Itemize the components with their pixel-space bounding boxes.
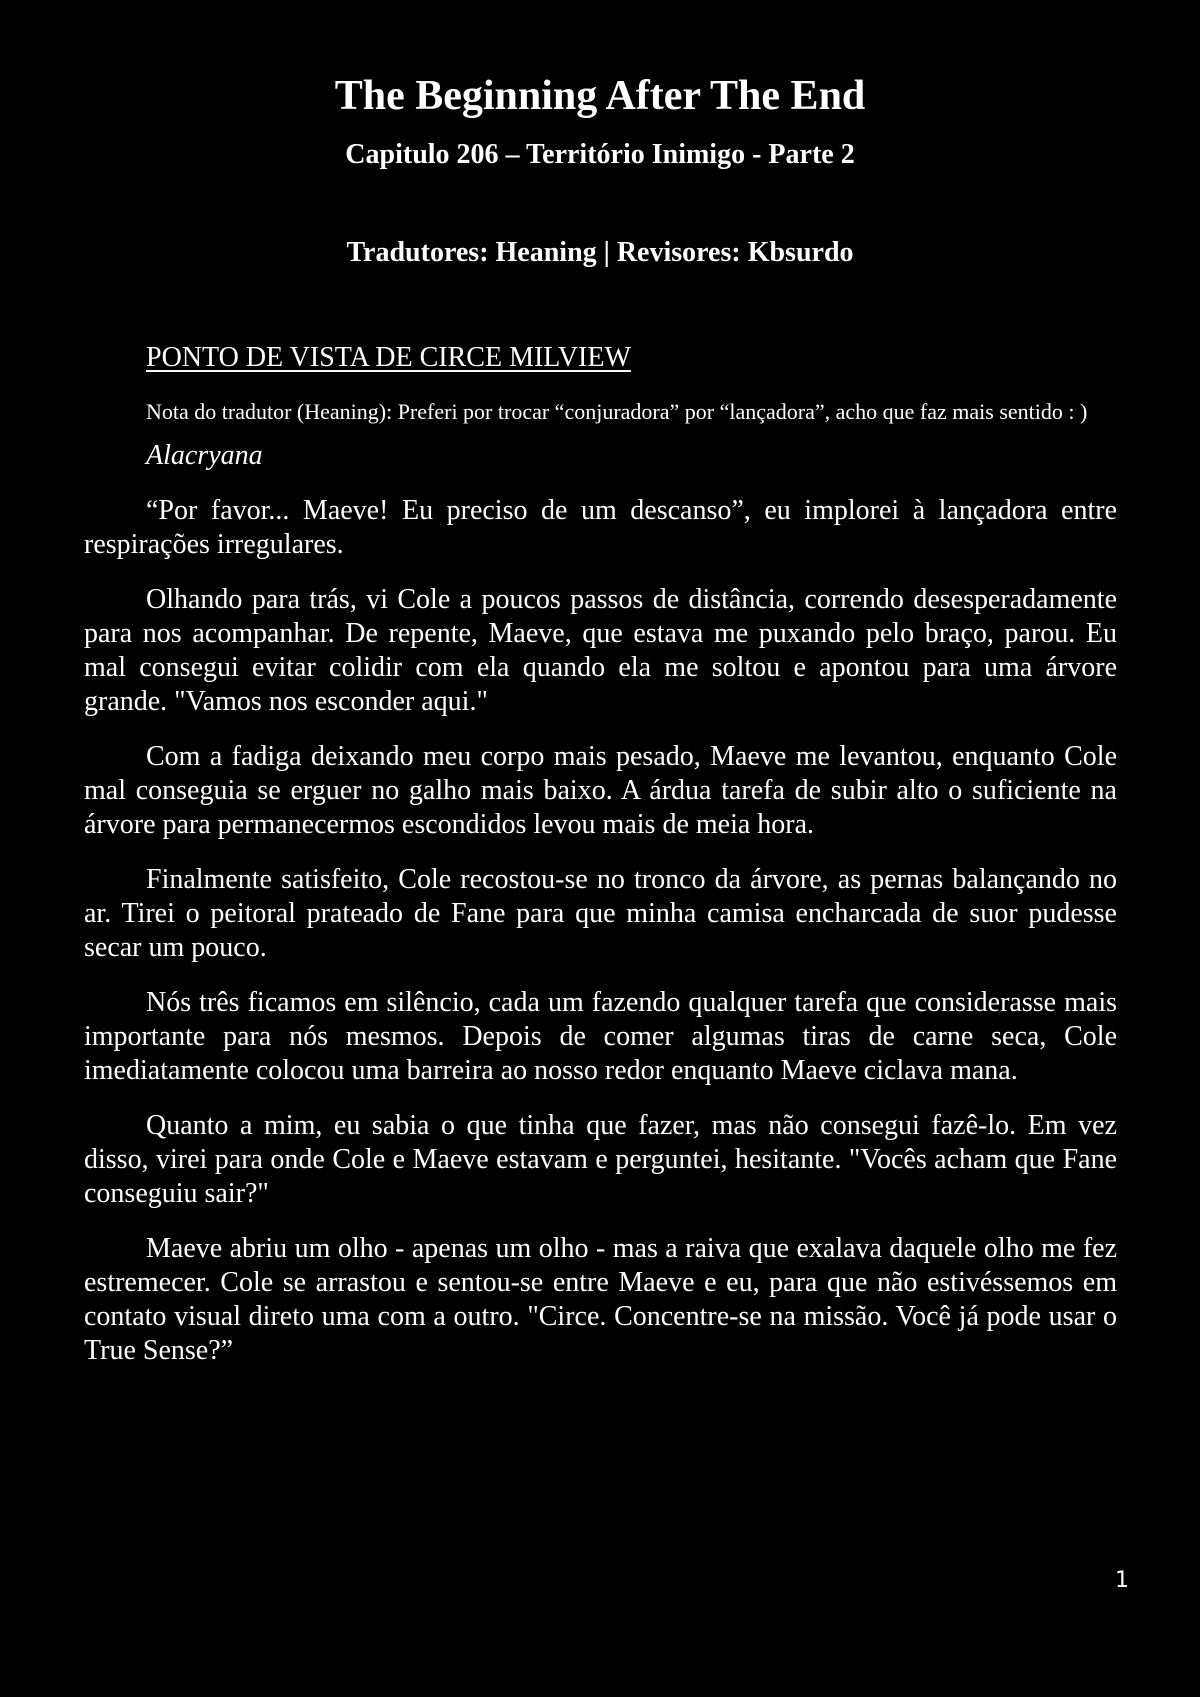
credits-line: Tradutores: Heaning | Revisores: Kbsurdo (346, 237, 854, 268)
page-number: 1 (1115, 1568, 1129, 1593)
paragraph-7: Maeve abriu um olho - apenas um olho - mas a raiva que exalava daquele olho me fez estremecer. Cole se arrastou e sentou-se entre Maeve e eu, para que não estivéssemos em contato visual direto uma com a outro. "Circe. Concentre-se na missão. Você já pode usar o True Sense?” (84, 1233, 1117, 1366)
paragraph-2: Olhando para trás, vi Cole a poucos passos de distância, correndo desesperadamente para nos acompanhar. De repente, Maeve, que estava me puxando pelo braço, parou. Eu mal consegui evitar colidir com ela quando ela me soltou e apontou para uma árvore grande. "Vamos nos esconder aqui." (84, 584, 1117, 717)
paragraph-4: Finalmente satisfeito, Cole recostou-se no tronco da árvore, as pernas balançando no ar. Tirei o peitoral prateado de Fane para que minha camisa encharcada de suor pudesse secar um pouco. (84, 864, 1117, 963)
paragraph-6: Quanto a mim, eu sabia o que tinha que fazer, mas não consegui fazê-lo. Em vez disso, virei para onde Cole e Maeve estavam e perguntei, hesitante. "Vocês acham que Fane conseguiu sair?" (84, 1110, 1117, 1209)
location-heading: Alacryana (146, 440, 263, 471)
chapter-title: Capitulo 206 – Território Inimigo - Parte 2 (345, 139, 855, 170)
paragraph-3: Com a fadiga deixando meu corpo mais pesado, Maeve me levantou, enquanto Cole mal conseguia se erguer no galho mais baixo. A árdua tarefa de subir alto o suficiente na árvore para permanecermos escondidos levou mais de meia hora. (84, 741, 1117, 840)
book-title: The Beginning After The End (334, 73, 866, 119)
paragraph-1: “Por favor... Maeve! Eu preciso de um descanso”, eu implorei à lançadora entre respirações irregulares. (84, 495, 1117, 560)
paragraph-5: Nós três ficamos em silêncio, cada um fazendo qualquer tarefa que considerasse mais importante para nós mesmos. Depois de comer algumas tiras de carne seca, Cole imediatamente colocou uma barreira ao nosso redor enquanto Maeve ciclava mana. (84, 987, 1117, 1086)
translator-note: Nota do tradutor (Heaning): Preferi por trocar “conjuradora” por “lançadora”, acho que faz mais sentido : ) (146, 399, 1088, 424)
chapter-body (84, 340, 1117, 1389)
pov-heading: PONTO DE VISTA DE CIRCE MILVIEW (146, 342, 631, 373)
